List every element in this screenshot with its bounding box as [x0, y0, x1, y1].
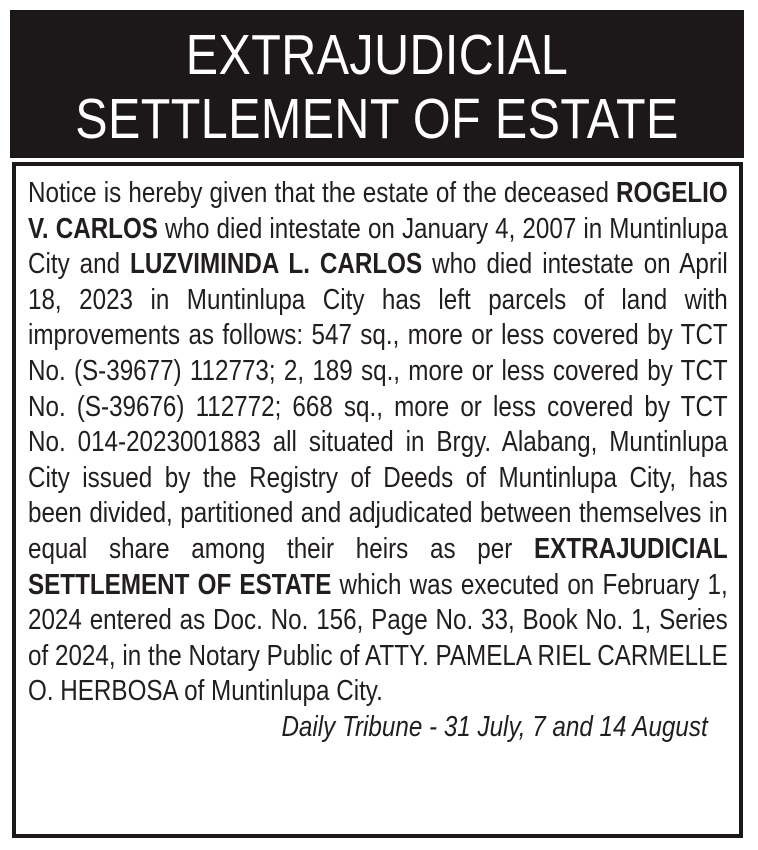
- notice-title-line-1: EXTRAJUDICIAL: [185, 23, 569, 87]
- body-segment: ROGELIO V. CARLOS: [28, 177, 728, 245]
- notice-title: [65, 10, 689, 151]
- body-segment: EXTRAJUDICIAL SETTLEMENT OF ESTATE: [28, 532, 728, 601]
- body-segment: who died intestate on April 18, 2023 in Muntinlupa City has left parcels of land with improvements as follows: 547 sq., more or less covered by TCT No. (S-39677) 112773; 2, 189 sq., more or less covered by TCT No. (S-39676) 112772; 668 sq., more or less covered by TCT No. 014-2023001883 all situated in Brgy. Alabang, Muntinlupa City issued by the Registry of Deeds of Muntinlupa City, has been divided, partitioned and adjudicated between themselves in equal share among their heirs as per: [28, 248, 728, 565]
- body-segment: Notice is hereby given that the estate of the deceased: [28, 177, 617, 209]
- notice-body-paragraph: [28, 176, 728, 710]
- notice-title-line-2: SETTLEMENT OF ESTATE: [75, 87, 679, 151]
- notice-body-box: [12, 162, 743, 838]
- body-segment: LUZVIMINDA L. CARLOS: [130, 248, 423, 281]
- publication-schedule-line: Daily Tribune - 31 July, 7 and 14 August: [281, 710, 708, 743]
- body-segment: who died intestate on January 4, 2007 in Muntinlupa City and: [28, 212, 728, 281]
- body-segment: which was executed on February 1, 2024 entered as Doc. No. 156, Page No. 33, Book No. 1, Series of 2024, in the Notary Public of ATTY. PAMELA RIEL CARMELLE O. HERBOSA of Muntinlupa City.: [28, 568, 728, 708]
- notice-title-band: [10, 10, 744, 158]
- notice-body-content: [28, 176, 728, 746]
